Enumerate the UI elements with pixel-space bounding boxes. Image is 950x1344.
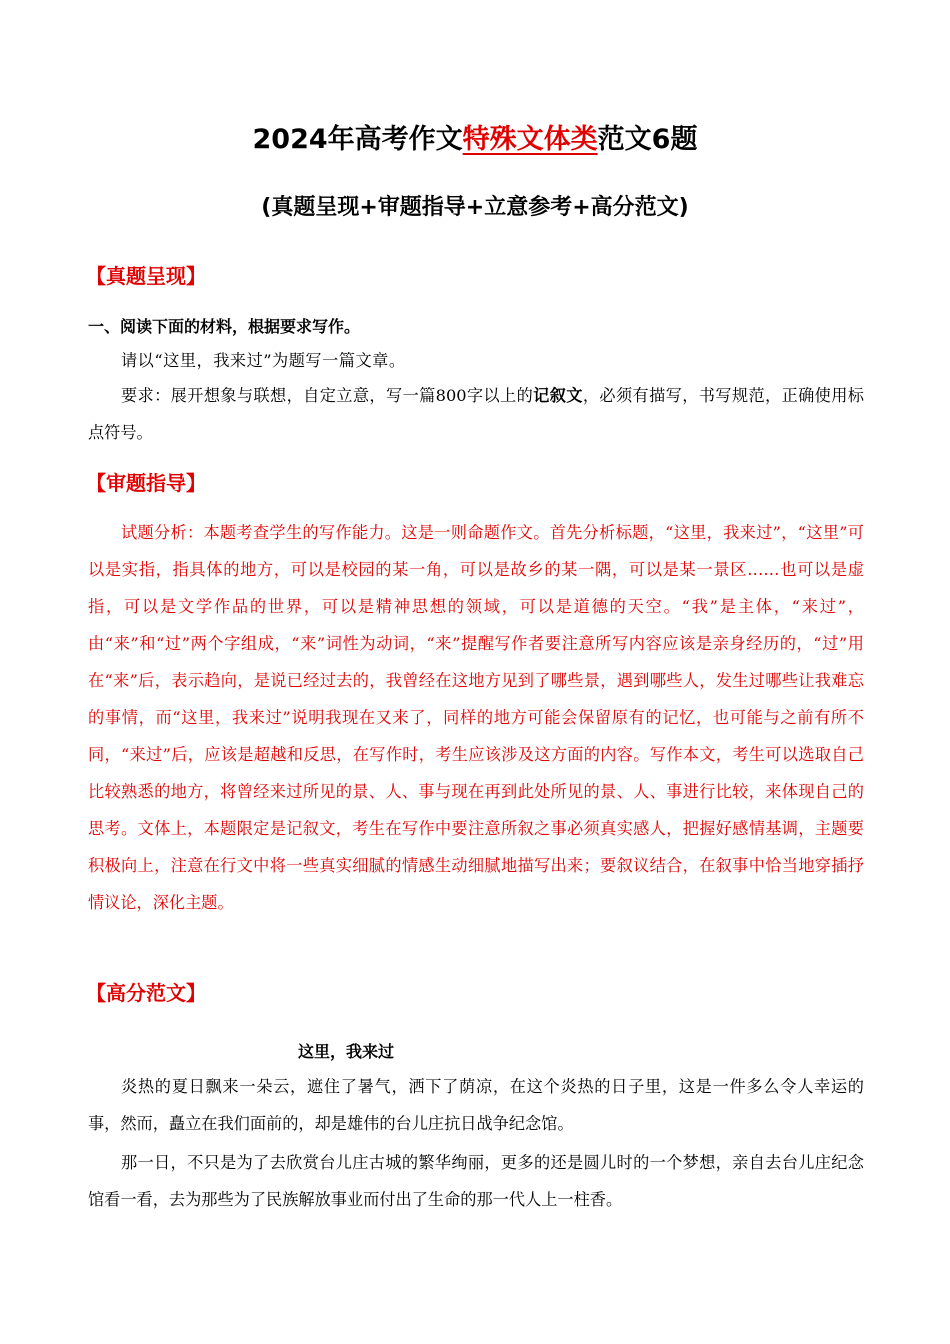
document-subtitle: (真题呈现+审题指导+立意参考+高分范文) <box>261 195 689 220</box>
section-heading-fanwen: 【高分范文】 <box>86 981 206 1005</box>
section-heading-zhenti: 【真题呈现】 <box>86 264 206 288</box>
analysis-paragraph: 试题分析：本题考查学生的写作能力。这是一则命题作文。首先分析标题，“这里，我来过”，“这里”可以是实指，指具体的地方，可以是校园的某一角，可以是故乡的某一隅，可以是某一景区……也可以是虚指，可以是文学作品的世界，可以是精神思想的领域，可以是道德的天空。“我”是主体，“来过”，由“来”和“过”两个字组成，“来”词性为动词，“来”提醒写作者要注意所写内容应该是亲身经历的，“过”用在“来”后，表示趋向，是说已经过去的，我曾经在这地方见到了哪些景，遇到哪些人，发生过哪些让我难忘的事情，而“这里，我来过”说明我现在又来了，同样的地方可能会保留原有的记忆，也可能与之前有所不同，“来过”后，应该是超越和反思，在写作时，考生应该涉及这方面的内容。写作本文，考生可以选取自己比较熟悉的地方，将曾经来过所见的景、人、事与现在再到此处所见的景、人、事进行比较，来体现自己的思考。文体上，本题限定是记叙文，考生在写作中要注意所叙之事必须真实感人，把握好感情基调，主题要积极向上，注意在行文中将一些真实细腻的情感生动细腻地描写出来；要叙议结合，在叙事中恰当地穿插抒情议论，深化主题。 <box>88 523 864 912</box>
essay-title: 这里，我来过 <box>298 1042 395 1061</box>
requirement-text-1: 要求：展开想象与联想，自定立意，写一篇800字以上的 <box>121 386 534 405</box>
question-prompt: 请以“这里，我来过”为题写一篇文章。 <box>121 351 406 370</box>
essay-paragraph-1: 炎热的夏日飘来一朵云，遮住了暑气，洒下了荫凉，在这个炎热的日子里，这是一件多么令人幸运的事，然而，矗立在我们面前的，却是雄伟的台儿庄抗日战争纪念馆。 <box>88 1077 864 1133</box>
title-suffix: 范文6题 <box>597 124 698 155</box>
question-requirement <box>88 377 864 451</box>
section-heading-shenti: 【审题指导】 <box>86 471 206 495</box>
essay-paragraph-2: 那一日，不只是为了去欣赏台儿庄古城的繁华绚丽，更多的还是圆儿时的一个梦想，亲自去台儿庄纪念馆看一看，去为那些为了民族解放事业而付出了生命的那一代人上一柱香。 <box>88 1153 864 1209</box>
document-title <box>0 122 950 158</box>
question-heading: 一、阅读下面的材料，根据要求写作。 <box>88 317 361 336</box>
requirement-genre: 记叙文 <box>533 386 583 405</box>
title-highlight: 特殊文体类 <box>462 124 598 155</box>
requirement-text-2: ，必须有描写，书写规范，正确使用标点符号。 <box>88 386 864 442</box>
title-prefix: 2024年高考作文 <box>252 124 463 155</box>
